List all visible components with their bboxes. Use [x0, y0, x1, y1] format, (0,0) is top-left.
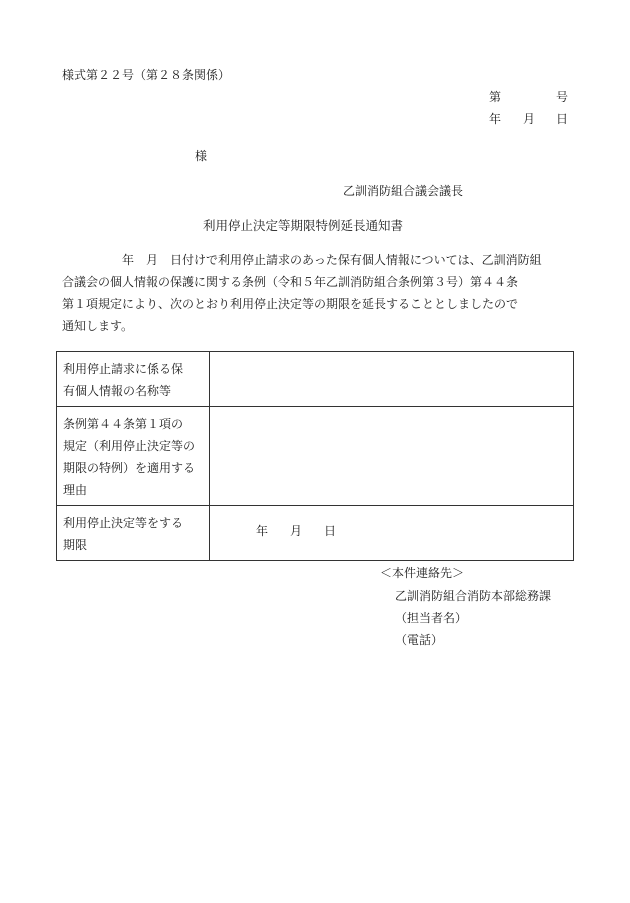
issue-date-year: 年 — [489, 112, 502, 126]
table-row — [57, 352, 574, 407]
document-title: 利用停止決定等期限特例延長通知書 — [203, 218, 404, 233]
notice-details-table — [56, 351, 574, 561]
document-number-suffix: 号 — [556, 90, 569, 104]
deadline-month: 月 — [290, 524, 303, 538]
deadline-day: 日 — [324, 524, 337, 538]
document-number-prefix: 第 — [489, 90, 502, 104]
personal-info-name-label: 利用停止請求に係る保 有個人情報の名称等 — [57, 352, 210, 407]
form-number: 様式第２２号（第２８条関係） — [62, 68, 231, 82]
contact-department: 乙訓消防組合消防本部総務課 — [395, 589, 552, 603]
table-row — [57, 407, 574, 506]
notice-body-paragraph: 年 月 日付けで利用停止請求のあった保有個人情報については、乙訓消防組 合議会の個人情報の保護に関する条例（令和５年乙訓消防組合条例第３号）第４４条 第１項規定により、次のとおり利用停止決定等の期限を延長することとしましたので 通知します。 — [62, 253, 542, 333]
personal-info-name-value — [210, 352, 574, 407]
addressee-honorific: 様 — [195, 149, 208, 163]
issue-date-month: 月 — [523, 112, 536, 126]
extension-reason-label: 条例第４４条第１項の 規定（利用停止決定等の 期限の特例）を適用する 理由 — [57, 407, 210, 506]
table-row — [57, 506, 574, 561]
decision-deadline-label: 利用停止決定等をする 期限 — [57, 506, 210, 561]
extension-reason-value — [210, 407, 574, 506]
contact-phone: （電話） — [395, 633, 444, 647]
issue-date-day: 日 — [556, 112, 569, 126]
contact-person: （担当者名） — [395, 611, 468, 625]
issuer-name: 乙訓消防組合議会議長 — [343, 184, 464, 198]
contact-heading: ＜本件連絡先＞ — [380, 566, 465, 580]
decision-deadline-value — [210, 506, 574, 561]
deadline-year: 年 — [256, 524, 269, 538]
